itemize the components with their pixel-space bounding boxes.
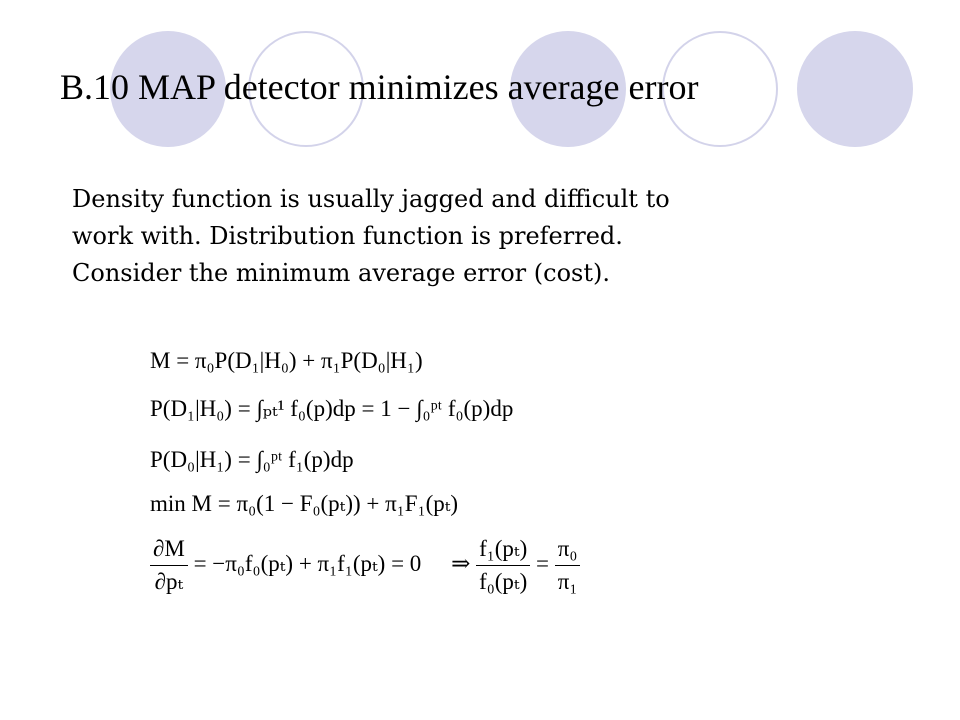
decor-circle-5 (797, 31, 913, 147)
body-line: work with. Distribution function is preferred. (72, 222, 623, 250)
equals-sign: = (536, 550, 549, 576)
equation-2: P(D₁|H₀) = ∫ₚₜ¹ f₀(p)dp = 1 − ∫₀ᵖᵗ f₀(p)dp (150, 396, 514, 421)
slide-body (72, 181, 832, 292)
fraction-dm-dpt (150, 535, 188, 596)
fraction-numerator: ∂M (150, 535, 188, 566)
fraction-prior-ratio (555, 535, 581, 596)
equation-4: min M = π₀(1 − F₀(pₜ)) + π₁F₁(pₜ) (150, 491, 459, 516)
equation-5-middle: = −π₀f₀(pₜ) + π₁f₁(pₜ) = 0 (187, 550, 422, 576)
body-line: Consider the minimum average error (cost). (72, 259, 610, 287)
body-line: Density function is usually jagged and difficult to (72, 185, 670, 213)
equation-1: M = π₀P(D₁|H₀) + π₁P(D₀|H₁) (150, 348, 423, 373)
fraction-denominator: ∂pₜ (154, 569, 184, 594)
fraction-likelihood-ratio (476, 535, 530, 596)
fraction-numerator: π₀ (555, 535, 581, 566)
equation-5 (150, 535, 580, 596)
fraction-numerator: f₁(pₜ) (476, 535, 530, 566)
slide-title: B.10 MAP detector minimizes average error (60, 67, 699, 107)
equation-3: P(D₀|H₁) = ∫₀ᵖᵗ f₁(p)dp (150, 447, 354, 472)
fraction-denominator: π₁ (557, 569, 578, 594)
implies-arrow: ⇒ (451, 550, 471, 576)
fraction-denominator: f₀(pₜ) (479, 569, 528, 594)
